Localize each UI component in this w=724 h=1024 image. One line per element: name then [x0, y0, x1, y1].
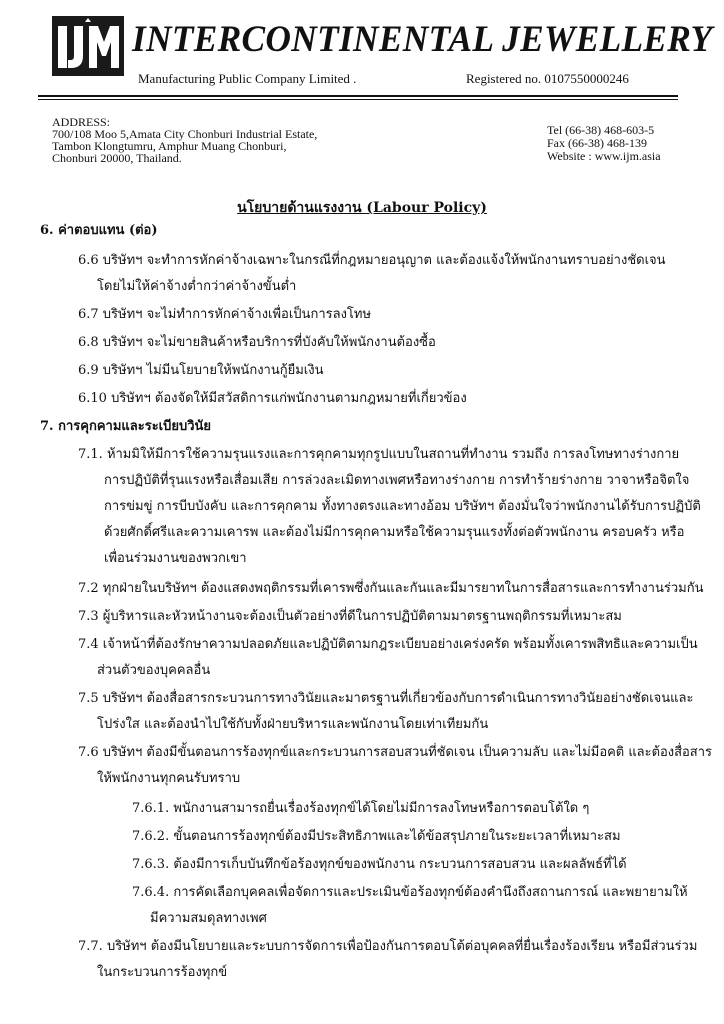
policy-item-continued: ให้พนักงานทุกคนรับทราบ: [97, 771, 241, 786]
address-line: Tambon Klongtumru, Amphur Muang Chonburi,: [52, 139, 287, 153]
company-name: INTERCONTINENTAL JEWELLERY: [132, 19, 713, 60]
policy-item-continued: โปร่งใส และต้องนำไปใช้กับทั้งฝ่ายบริหารและพนักงานโดยเท่าเทียมกัน: [97, 717, 489, 732]
section-heading: 7. การคุกคามและระเบียบวินัย: [40, 419, 212, 434]
website: Website : www.ijm.asia: [547, 149, 661, 163]
fax-number: Fax (66-38) 468-139: [547, 136, 647, 150]
policy-item: 7.2 ทุกฝ่ายในบริษัทฯ ต้องแสดงพฤติกรรมที่เคารพซึ่งกันและกันและมีมารยาทในการสื่อสารและการทำงานร่วมกัน: [78, 581, 704, 596]
page-title: นโยบายด้านแรงงาน (Labour Policy): [237, 200, 487, 216]
policy-item-continued: การข่มขู่ การบีบบังคับ และการคุกคาม ทั้งทางตรงและทางอ้อม บริษัทฯ ต้องมั่นใจว่าพนักงานได้รับการปฏิบัติ: [104, 499, 701, 514]
policy-item: 6.9 บริษัทฯ ไม่มีนโยบายให้พนักงานกู้ยืมเงิน: [78, 363, 324, 378]
policy-item-continued: ในกระบวนการร้องทุกข์: [97, 965, 228, 980]
policy-item-continued: ส่วนตัวของบุคคลอื่น: [97, 663, 211, 678]
address-line: ADDRESS:: [52, 115, 111, 129]
policy-item: 7.6 บริษัทฯ ต้องมีขั้นตอนการร้องทุกข์และกระบวนการสอบสวนที่ชัดเจน เป็นความลับ และไม่มีอคติ และต้องสื่อสาร: [78, 745, 712, 760]
phone-number: Tel (66-38) 468-603-5: [547, 123, 655, 137]
registration-number: Registered no. 0107550000246: [466, 71, 629, 86]
policy-item: 6.10 บริษัทฯ ต้องจัดให้มีสวัสดิการแก่พนักงานตามกฎหมายที่เกี่ยวข้อง: [78, 391, 467, 406]
policy-item: 6.7 บริษัทฯ จะไม่ทำการหักค่าจ้างเพื่อเป็นการลงโทษ: [78, 307, 372, 322]
address-line: 700/108 Moo 5,Amata City Chonburi Industrial Estate,: [52, 127, 318, 141]
policy-subitem: 7.6.1. พนักงานสามารถยื่นเรื่องร้องทุกข์ได้โดยไม่มีการลงโทษหรือการตอบโต้ใด ๆ: [132, 801, 590, 816]
policy-item: 6.8 บริษัทฯ จะไม่ขายสินค้าหรือบริการที่บังคับให้พนักงานต้องซื้อ: [78, 335, 436, 350]
policy-item-continued: เพื่อนร่วมงานของพวกเขา: [104, 551, 247, 566]
policy-subitem-continued: มีความสมดุลทางเพศ: [150, 911, 267, 926]
policy-item: 7.5 บริษัทฯ ต้องสื่อสารกระบวนการทางวินัยและมาตรฐานที่เกี่ยวข้องกับการดำเนินการทางวินัยอย่างชัดเจนและ: [78, 691, 694, 706]
policy-item-continued: ด้วยศักดิ์ศรีและความเคารพ และต้องไม่มีการคุกคามหรือใช้ความรุนแรงทั้งต่อตัวพนักงาน ครอบครัว หรือ: [104, 525, 685, 540]
policy-item: 7.3 ผู้บริหารและหัวหน้างานจะต้องเป็นตัวอย่างที่ดีในการปฏิบัติตามมาตรฐานพฤติกรรมที่เหมาะสม: [78, 609, 622, 624]
address-line: Chonburi 20000, Thailand.: [52, 151, 182, 165]
policy-item: 6.6 บริษัทฯ จะทำการหักค่าจ้างเฉพาะในกรณีที่กฎหมายอนุญาต และต้องแจ้งให้พนักงานทราบอย่างชัดเจน: [78, 253, 666, 268]
policy-item-continued: โดยไม่ให้ค่าจ้างต่ำกว่าค่าจ้างขั้นต่ำ: [97, 279, 297, 294]
company-subtitle: Manufacturing Public Company Limited .: [138, 71, 357, 86]
policy-item: 7.7. บริษัทฯ ต้องมีนโยบายและระบบการจัดการเพื่อป้องกันการตอบโต้ต่อบุคคลที่ยื่นเรื่องร้องเรียน หรือมีส่วนร่วม: [78, 939, 698, 954]
section-heading: 6. ค่าตอบแทน (ต่อ): [40, 223, 158, 238]
policy-subitem: 7.6.3. ต้องมีการเก็บบันทึกข้อร้องทุกข์ของพนักงาน กระบวนการสอบสวน และผลลัพธ์ที่ได้: [132, 857, 627, 872]
policy-item: 7.4 เจ้าหน้าที่ต้องรักษาความปลอดภัยและปฏิบัติตามกฎระเบียบอย่างเคร่งครัด พร้อมทั้งเคารพสิทธิและความเป็น: [78, 637, 698, 652]
policy-subitem: 7.6.4. การคัดเลือกบุคคลเพื่อจัดการและประเมินข้อร้องทุกข์ต้องคำนึงถึงสถานการณ์ และพยายามให้: [132, 885, 688, 900]
policy-item-continued: การปฏิบัติที่รุนแรงหรือเสื่อมเสีย การล่วงละเมิดทางเพศหรือทางร่างกาย การทำร้ายร่างกาย วาจาหรือจิตใจ: [104, 473, 690, 488]
policy-subitem: 7.6.2. ขั้นตอนการร้องทุกข์ต้องมีประสิทธิภาพและได้ข้อสรุปภายในระยะเวลาที่เหมาะสม: [132, 829, 621, 844]
policy-item: 7.1. ห้ามมิให้มีการใช้ความรุนแรงและการคุกคามทุกรูปแบบในสถานที่ทำงาน รวมถึง การลงโทษทางร่างกาย: [78, 447, 680, 462]
